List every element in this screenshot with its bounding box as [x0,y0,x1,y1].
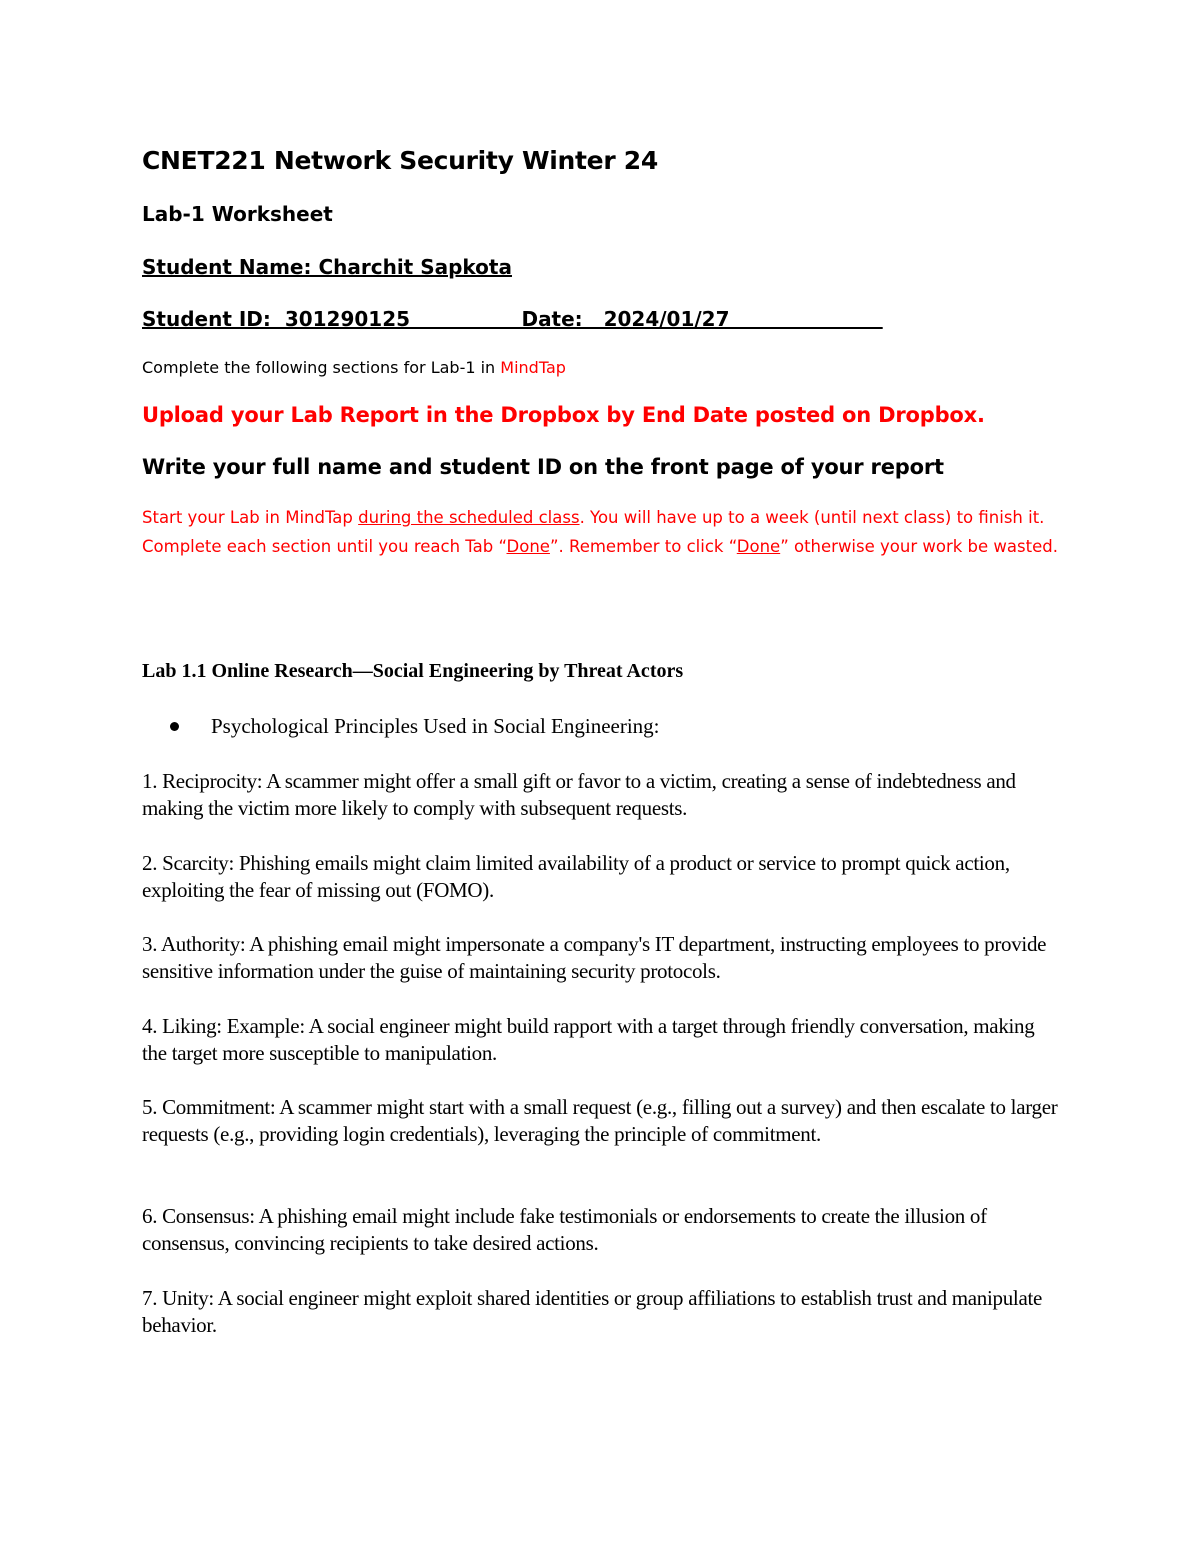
principle-item: 3. Authority: A phishing email might impersonate a company's IT department, instructing employees to provide sensitive information under the guise of maintaining security protocols. [142,932,1047,983]
start-notice-part: ” otherwise your work be wasted. [780,537,1058,556]
principle-item: 5. Commitment: A scammer might start with a small request (e.g., filling out a survey) and then escalate to larger requests (e.g., providing login credentials), leveraging the principle of commitment. [142,1095,1058,1146]
start-notice-underlined: during the scheduled class [358,508,580,527]
mindtap-link[interactable]: MindTap [500,358,566,377]
principle-item: 1. Reciprocity: A scammer might offer a small gift or favor to a victim, creating a sense of indebtedness and making the victim more likely to comply with subsequent requests. [142,769,1016,820]
start-notice-part: ”. Remember to click “ [549,537,737,556]
worksheet-subtitle: Lab-1 Worksheet [142,202,333,226]
student-name: Student Name: Charchit Sapkota [142,255,512,279]
bullet-item [170,714,660,739]
principle-item: 2. Scarcity: Phishing emails might claim limited availability of a product or service to prompt quick action, exploiting the fear of missing out (FOMO). [142,851,1010,902]
section-heading: Lab 1.1 Online Research—Social Engineering by Threat Actors [142,660,684,682]
upload-notice: Upload your Lab Report in the Dropbox by End Date posted on Dropbox. [142,403,985,427]
bullet-dot-icon [170,722,179,731]
name-notice: Write your full name and student ID on the front page of your report [142,455,944,479]
done-underlined: Done [736,537,781,556]
document-title: CNET221 Network Security Winter 24 [142,146,658,175]
principle-item: 4. Liking: Example: A social engineer might build rapport with a target through friendly conversation, making the target more susceptible to manipulation. [142,1014,1035,1065]
start-notice-part: . You will have up to a week (until next class) to finish it. Complete each section until you reach Tab “ [142,508,1045,556]
bullet-text: Psychological Principles Used in Social Engineering: [211,714,660,738]
principle-item: 7. Unity: A social engineer might exploit shared identities or group affiliations to establish trust and manipulate behavior. [142,1286,1043,1337]
instruction-text: Complete the following sections for Lab-1 in [142,358,501,377]
instruction-line [142,358,566,377]
start-notice [142,503,1062,561]
principle-item: 6. Consensus: A phishing email might include fake testimonials or endorsements to create the illusion of consensus, convincing recipients to take desired actions. [142,1204,987,1255]
start-notice-part: Start your Lab in MindTap [142,508,359,527]
done-underlined: Done [506,537,550,556]
student-id-date-line: Student ID: 301290125 Date: 2024/01/27 [142,307,883,331]
